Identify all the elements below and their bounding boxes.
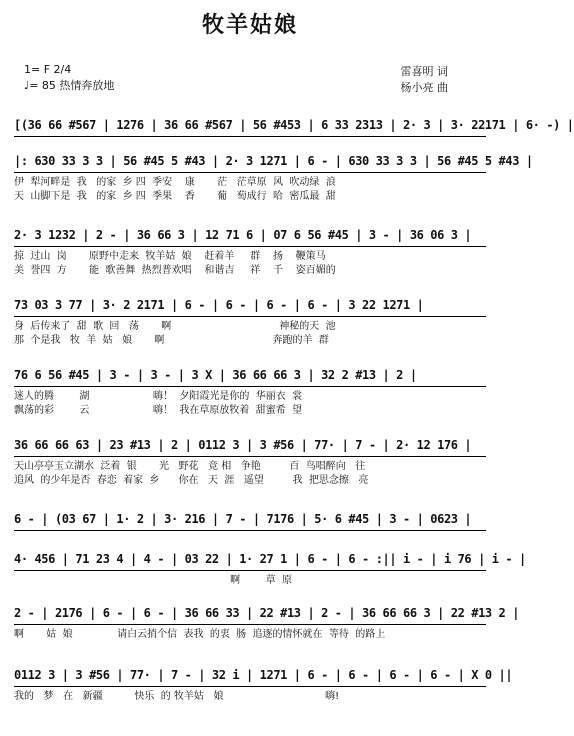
lyric-verse-1: 伊 犁河畔是 我 的家 乡 四 季安 康 茫 茫草原 风 吹动绿 浪 <box>14 177 336 188</box>
lyric-verse-1: 天山亭亭玉立湖水 泛着 银 光 野花 竞 相 争艳 百 鸟唱醉向 往 <box>14 461 366 472</box>
notation-line: |: 630 33 3 3 | 56 #45 5 #43 | 2· 3 1271 | 6 - | 630 33 3 3 | 56 #45 5 #43 | <box>14 152 486 173</box>
notation-line: 2 - | 2176 | 6 - | 6 - | 36 66 33 | 22 #13 | 2 - | 36 66 66 3 | 22 #13 2 | <box>14 604 486 625</box>
lyric-verse-1: 啊 草 原 <box>14 575 292 586</box>
lyric-verse-2: 那 个是我 牧 羊 姑 娘 啊 奔跑的羊 群 <box>14 335 329 346</box>
lyric-verse-2: 飘荡的彩 云 嗨！ 我在草原放牧着 甜蜜希 望 <box>14 405 303 416</box>
notation-line: 76 6 56 #45 | 3 - | 3 - | 3 X | 36 66 66 3 | 32 2 #13 | 2 | <box>14 366 486 387</box>
lyric-verse-1: 身 后传来了 甜 歌 回 荡 啊 神秘的天 池 <box>14 321 336 332</box>
tempo-marking: ♩= 85 热情奔放地 <box>24 79 115 92</box>
notation-line: [(36 66 #567 | 1276 | 36 66 #567 | 56 #453 | 6 33 2313 | 2· 3 | 3· 22171 | 6· -) | <box>14 116 486 137</box>
lyric-verse-1: 啊 姑 娘 请白云捎个信 表我 的衷 肠 追逐的情怀就在 等待 的路上 <box>14 629 386 640</box>
lyricist-credit: 雷喜明 词 <box>400 65 448 78</box>
lyric-verse-2: 追风 的少年是否 春恋 着家 乡 你在 天 涯 遥望 我 把思念擦 亮 <box>14 475 369 486</box>
page-title: 牧羊姑娘 <box>201 13 298 38</box>
key-signature: 1= F 2/4 <box>24 63 72 76</box>
notation-line: 73 03 3 77 | 3· 2 2171 | 6 - | 6 - | 6 - | 6 - | 3 22 1271 | <box>14 296 486 317</box>
notation-line: 6 - | (03 67 | 1· 2 | 3· 216 | 7 - | 7176 | 5· 6 #45 | 3 - | 0623 | <box>14 510 486 531</box>
composer-credit: 杨小亮 曲 <box>400 81 448 94</box>
lyric-verse-1: 掠 过山 岗 原野中走来 牧羊姑 娘 赶着羊 群 扬 鞭策马 <box>14 251 326 262</box>
credits-block <box>401 64 449 96</box>
lyric-verse-1: 我的 梦 在 新疆 快乐 的 牧羊姑 娘 嗨! <box>14 691 340 702</box>
lyric-verse-1: 迷人的腾 湖 嗨！ 夕阳霞光是你的 华丽衣 裳 <box>14 391 303 402</box>
key-tempo-block <box>24 62 114 94</box>
notation-line: 4· 456 | 71 23 4 | 4 - | 03 22 | 1· 27 1 | 6 - | 6 - :|| i - | i 76 | i - | <box>14 550 486 571</box>
lyric-verse-2: 天 山脚下是 我 的家 乡 四 季果 香 葡 萄成行 哈 密瓜最 甜 <box>14 191 336 202</box>
notation-line: 2· 3 1232 | 2 - | 36 66 3 | 12 71 6 | 07 6 56 #45 | 3 - | 36 06 3 | <box>14 226 486 247</box>
notation-line: 0112 3 | 3 #56 | 77· | 7 - | 32 i | 1271 | 6 - | 6 - | 6 - | 6 - | X 0 || <box>14 666 486 687</box>
notation-line: 36 66 66 63 | 23 #13 | 2 | 0112 3 | 3 #56 | 77· | 7 - | 2· 12 176 | <box>14 436 486 457</box>
lyric-verse-2: 美 誉四 方 能 歌善舞 热烈普欢唱 和谐吉 祥 千 姿百媚的 <box>14 265 336 276</box>
